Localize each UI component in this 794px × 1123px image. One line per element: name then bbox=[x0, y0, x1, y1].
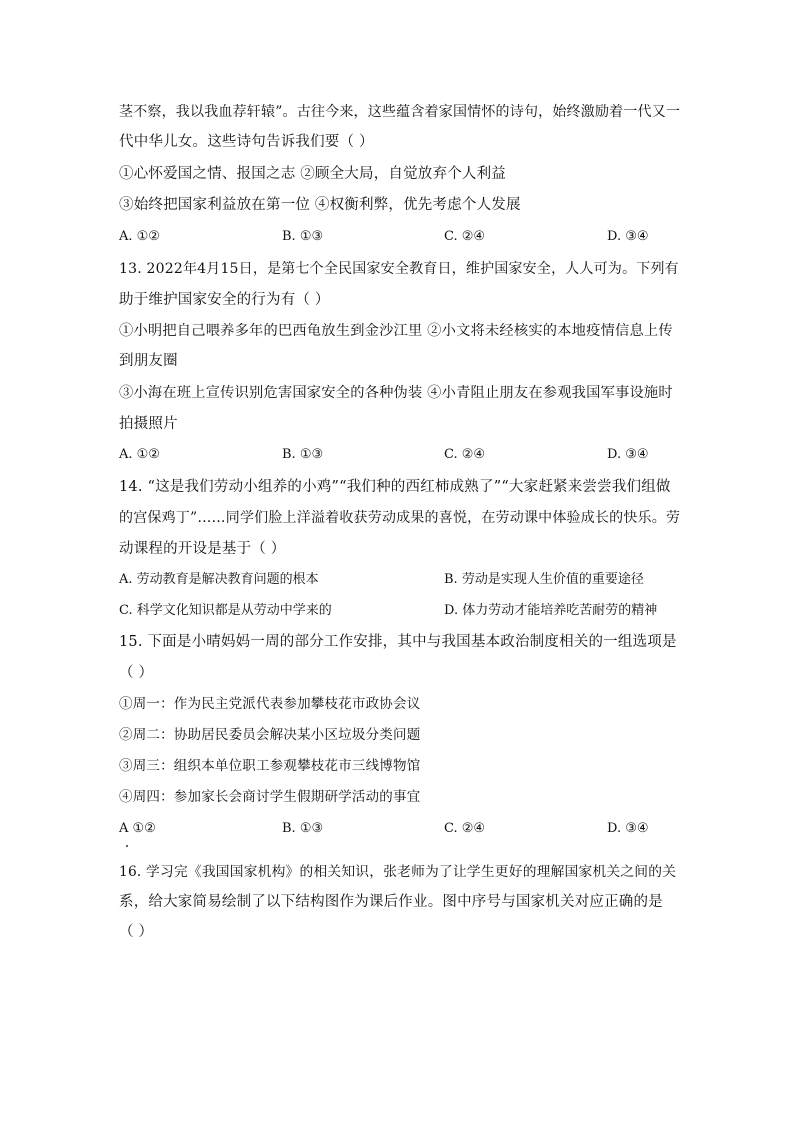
q15-option-b: B. ①③ bbox=[282, 821, 324, 836]
q13-option-d: D. ③④ bbox=[607, 447, 649, 462]
q14-stem-line-1: 14. “这是我们劳动小组养的小鸡”“我们种的西红柿成熟了”“大家赶紧来尝尝我们组做 bbox=[119, 479, 671, 495]
q15-statement-3: ③周三：组织本单位职工参观攀枝花市三线博物馆 bbox=[119, 758, 421, 774]
q15-options bbox=[119, 819, 679, 839]
q13-statement-3-4-line-1: ③小海在班上宣传识别危害国家安全的各种伪装 ④小青阻止朋友在参观我国军事设施时 bbox=[119, 385, 673, 401]
q12-option-b: B. ①③ bbox=[282, 229, 324, 244]
q15-stem-line-2: （ ） bbox=[119, 665, 154, 681]
q15-statement-1: ①周一：作为民主党派代表参加攀枝花市政协会议 bbox=[119, 696, 421, 712]
q12-stem-line-2: 代中华儿女。这些诗句告诉我们要（ ） bbox=[119, 134, 374, 150]
q16-stem-line-1: 16. 学习完《我国国家机构》的相关知识，张老师为了让学生更好的理解国家机关之间的关 bbox=[119, 864, 677, 880]
q13-stem-line-1: 13. 2022年4月15日，是第七个全民国家安全教育日，维护国家安全，人人可为。下列有 bbox=[119, 261, 679, 277]
q13-option-a: A. ①② bbox=[119, 447, 160, 462]
q14-option-a: A. 劳动教育是解决教育问题的根本 bbox=[119, 572, 319, 587]
q12-statement-1-2: ①心怀爱国之情、报国之志 ②顾全大局，自觉放弃个人利益 bbox=[119, 166, 507, 182]
stray-dot-mark bbox=[126, 845, 128, 847]
q15-option-a: A ①② bbox=[119, 821, 156, 836]
q12-option-a: A. ①② bbox=[119, 229, 160, 244]
q14-option-c: C. 科学文化知识都是从劳动中学来的 bbox=[119, 603, 332, 618]
q12-options bbox=[119, 227, 679, 247]
q15-statement-2: ②周二：协助居民委员会解决某小区垃圾分类问题 bbox=[119, 727, 421, 743]
q14-option-b: B. 劳动是实现人生价值的重要途径 bbox=[444, 572, 644, 587]
q15-statement-4: ④周四：参加家长会商讨学生假期研学活动的事宜 bbox=[119, 789, 421, 805]
q15-option-d: D. ③④ bbox=[607, 821, 649, 836]
q12-option-c: C. ②④ bbox=[444, 229, 486, 244]
q13-statement-1-2-line-2: 到朋友圈 bbox=[119, 353, 178, 369]
q13-statement-1-2-line-1: ①小明把自己喂养多年的巴西龟放生到金沙江里 ②小文将未经核实的本地疫情信息上传 bbox=[119, 323, 673, 339]
q15-option-c: C. ②④ bbox=[444, 821, 486, 836]
q12-stem-line-1: 茎不察，我以我血荐轩辕”。古往今来，这些蕴含着家国情怀的诗句，始终激励着一代又一 bbox=[119, 104, 681, 120]
q12-statement-3-4: ③始终把国家利益放在第一位 ④权衡利弊，优先考虑个人发展 bbox=[119, 197, 521, 213]
q14-stem-line-3: 动课程的开设是基于（ ） bbox=[119, 541, 286, 557]
q12-option-d: D. ③④ bbox=[607, 229, 649, 244]
q14-stem-line-2: 的宫保鸡丁”……同学们脸上洋溢着收获劳动成果的喜悦，在劳动课中体验成长的快乐。劳 bbox=[119, 510, 681, 526]
q16-stem-line-3: （ ） bbox=[119, 924, 154, 940]
q14-option-d: D. 体力劳动才能培养吃苦耐劳的精神 bbox=[444, 603, 658, 618]
q13-options bbox=[119, 445, 679, 465]
q13-option-c: C. ②④ bbox=[444, 447, 486, 462]
q13-option-b: B. ①③ bbox=[282, 447, 324, 462]
q14-options-row-1 bbox=[119, 570, 679, 590]
q13-stem-line-2: 助于维护国家安全的行为有（ ） bbox=[119, 292, 330, 308]
q15-stem-line-1: 15. 下面是小晴妈妈一周的部分工作安排，其中与我国基本政治制度相关的一组选项是 bbox=[119, 634, 677, 650]
q13-statement-3-4-line-2: 拍摄照片 bbox=[119, 416, 178, 432]
q16-stem-line-2: 系，给大家简易绘制了以下结构图作为课后作业。图中序号与国家机关对应正确的是 bbox=[119, 894, 663, 910]
q14-options-row-2 bbox=[119, 601, 679, 621]
